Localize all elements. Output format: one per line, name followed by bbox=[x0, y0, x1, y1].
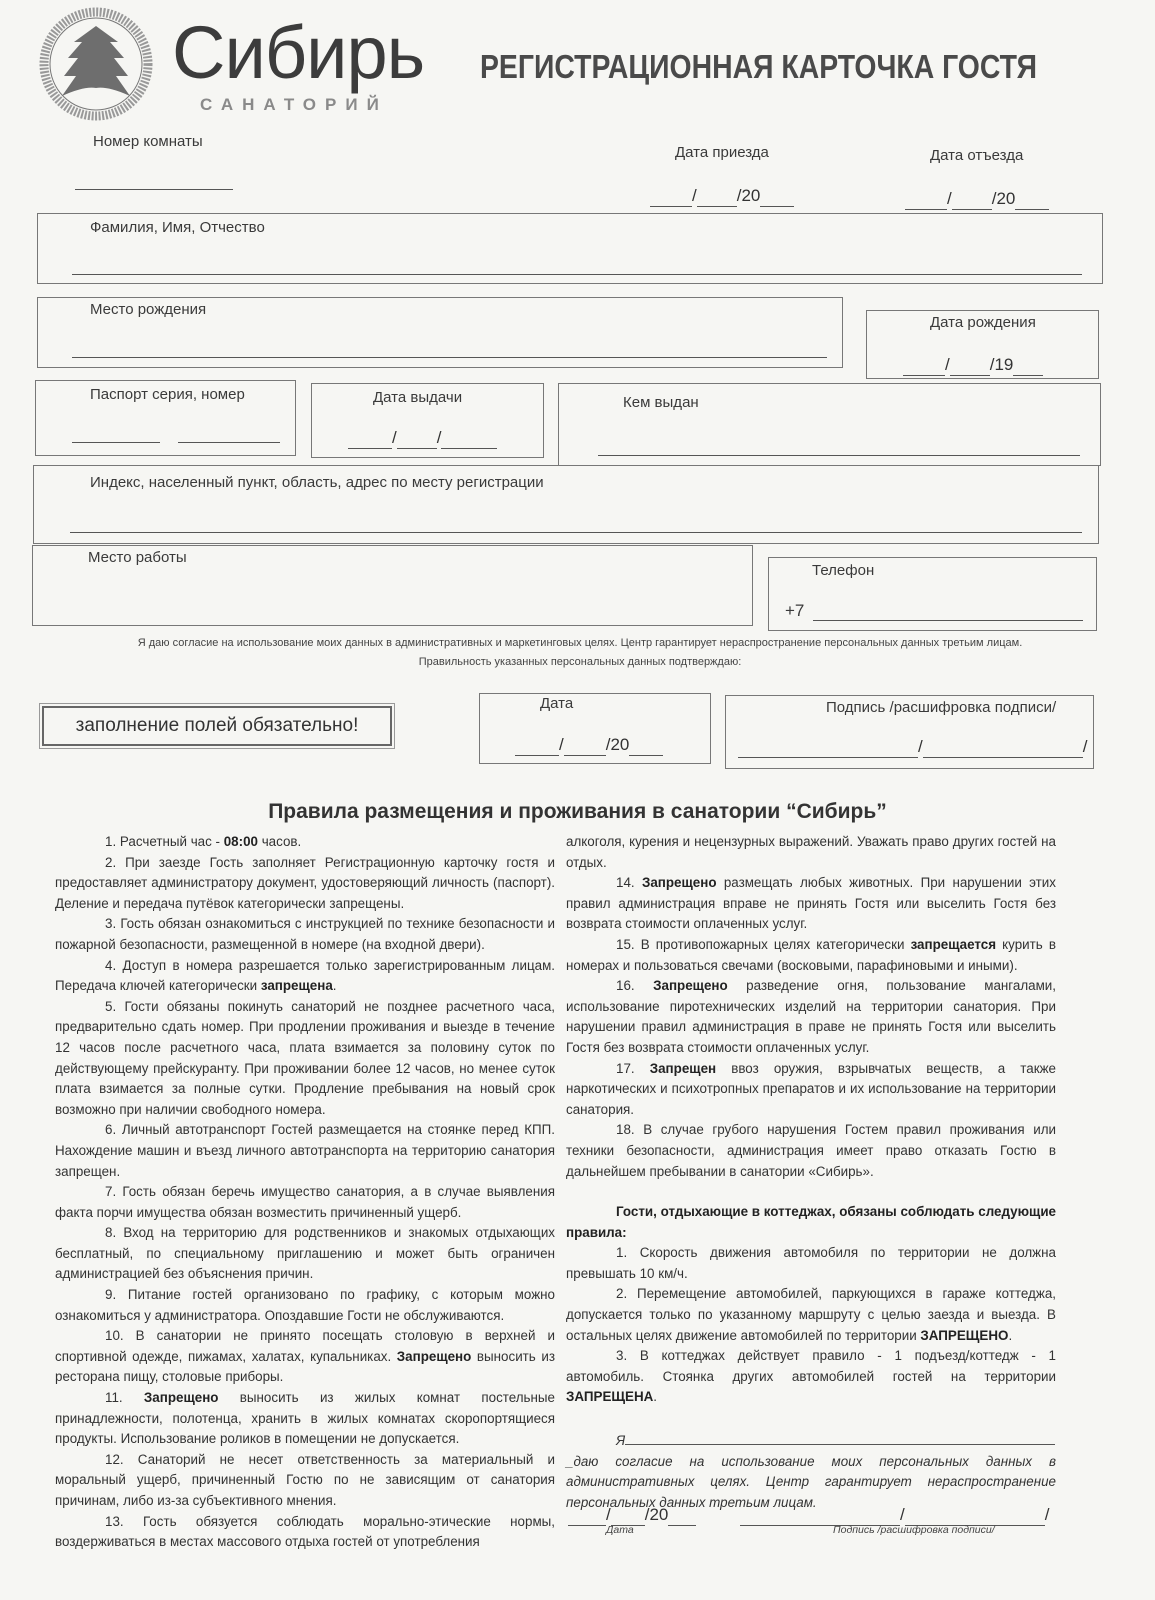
consent-name-line[interactable] bbox=[566, 1430, 1056, 1452]
rule-emphasis: запрещена bbox=[260, 978, 333, 994]
rule-item bbox=[55, 853, 555, 915]
rule-text: 6. Личный автотранспорт Гостей размещается на стоянке перед КПП. Нахождение машин и въезд личного автотранспорта на территорию санатория запрещен. bbox=[55, 1122, 555, 1179]
rule-text: часов. bbox=[257, 834, 302, 849]
year-prefix: 20 bbox=[741, 186, 761, 205]
rule-item bbox=[566, 1120, 1056, 1182]
phone-prefix: +7 bbox=[785, 601, 805, 620]
rule-emphasis: Запрещено bbox=[143, 1390, 219, 1406]
rule-item bbox=[55, 1285, 555, 1326]
sign-date-field[interactable]: / /20 bbox=[515, 735, 663, 756]
rule-item bbox=[566, 935, 1056, 976]
departure-date-label: Дата отъезда bbox=[930, 147, 1024, 164]
logo-tree-emblem bbox=[38, 6, 154, 122]
required-fields-note: заполнение полей обязательно! bbox=[42, 706, 392, 746]
address-label: Индекс, населенный пункт, область, адрес по месту регистрации bbox=[90, 474, 544, 491]
rule-item bbox=[566, 1243, 1056, 1284]
issue-date-label: Дата выдачи bbox=[373, 389, 463, 406]
rule-text: 2. Перемещение автомобилей, паркующихся в гараже коттеджа, допускается только по указанному маршруту с целью заезда и выезда. В остальных целях движение автомобилей по территории bbox=[566, 1286, 1056, 1343]
passport-series-field[interactable] bbox=[72, 442, 160, 443]
birthplace-field[interactable] bbox=[72, 357, 827, 358]
year-prefix: 20 bbox=[649, 1505, 669, 1524]
rule-text: 14. bbox=[616, 875, 642, 891]
rule-text: 2. При заезде Гость заполняет Регистрационную карточку гостя и предоставляет администратору документ, удостоверяющий личность (паспорт). Деление и передача путёвок категорически запрещены. bbox=[55, 854, 555, 911]
full-name-field[interactable] bbox=[72, 274, 1082, 275]
rule-text: курить в номерах и пользоваться свечами (восковыми, парафиновыми и иными). bbox=[566, 936, 1056, 973]
rule-item bbox=[55, 997, 555, 1121]
year-prefix: 20 bbox=[610, 735, 630, 754]
rule-text: 3. Гость обязан ознакомиться с инструкцией по технике безопасности и пожарной безопасности, размещенной в номере (на входной двери). bbox=[55, 916, 555, 952]
rule-text: 16. bbox=[616, 978, 654, 994]
rule-emphasis: ЗАПРЕЩЕНА bbox=[566, 1389, 654, 1405]
birthdate-label: Дата рождения bbox=[930, 314, 1036, 331]
rule-text: 18. В случае грубого нарушения Гостем правил проживания или техники безопасности, администрация имеет право отказать Гостю в дальнейшем пребывании в санатории «Сибирь». bbox=[566, 1122, 1056, 1179]
full-name-label: Фамилия, Имя, Отчество bbox=[90, 219, 265, 236]
cottage-rules-title: Гости, отдыхающие в коттеджах, обязаны соблюдать следующие правила: bbox=[566, 1204, 1056, 1240]
rule-text: 8. Вход на территорию для родственников и знакомых отдыхающих бесплатный, по специальному приглашению и может быть ограничен администрацией без объяснения причин. bbox=[55, 1225, 555, 1282]
rule-text: 3. В коттеджах действует правило - 1 подъезд/коттедж - 1 автомобиль. Стоянка других автомобилей гостей на территории bbox=[566, 1348, 1056, 1384]
bottom-date-field[interactable]: / /20 bbox=[568, 1505, 696, 1526]
year-prefix: 20 bbox=[996, 189, 1016, 208]
rule-text: . bbox=[653, 1389, 658, 1405]
rule-text: 5. Гости обязаны покинуть санаторий не позднее расчетного часа, предварительно сдать номер. При продлении проживания и выезде в течение 12 часов после расчетного часа, плата взимается за половину суток по действующему прейскуранту. При проживании более 12 часов, но менее суток плата взимается за полные сутки. Продление пребывания на новый срок возможно при наличии свободного номера. bbox=[55, 998, 555, 1117]
rule-text: 10. В санатории не принято посещать столовую в верхней и спортивной одежде, пижамах, халатах, купальниках. bbox=[55, 1328, 555, 1364]
consent-prefix: Я bbox=[616, 1433, 626, 1449]
rule-text: 13. Гость обязуется соблюдать морально-этические нормы, воздерживаться в местах массового отдыха гостей от употребления bbox=[55, 1513, 555, 1550]
rule-emphasis: запрещается bbox=[910, 936, 997, 952]
rule-item bbox=[566, 873, 1056, 935]
rule-emphasis: ЗАПРЕЩЕНО bbox=[920, 1327, 1009, 1343]
logo-name: Сибирь bbox=[172, 11, 425, 94]
rule-emphasis: Запрещено bbox=[653, 978, 728, 994]
rule-text: 4. Доступ в номера разрешается только зарегистрированным лицам. Передача ключей категорически bbox=[55, 957, 555, 994]
rule-item bbox=[55, 1450, 555, 1512]
rule-text: выносить из жилых комнат постельные принадлежности, полотенца, хранить в жилых комнатах скоропортящиеся продукты. Использование роликов в помещении не допускается. bbox=[55, 1390, 555, 1447]
rule-text: алкоголя, курения и нецензурных выражений. Уважать право других гостей на отдых. bbox=[566, 834, 1056, 870]
arrival-date-field[interactable]: / /20 bbox=[650, 186, 794, 207]
signature-field[interactable]: / / bbox=[738, 737, 1087, 758]
rules-left-column bbox=[55, 832, 555, 1553]
rule-item bbox=[55, 832, 555, 853]
rule-item bbox=[566, 976, 1056, 1058]
phone-label: Телефон bbox=[812, 562, 875, 579]
rules-title: Правила размещения и проживания в санатории “Сибирь” bbox=[268, 800, 887, 823]
rule-item bbox=[566, 832, 1056, 873]
room-number-label: Номер комнаты bbox=[93, 133, 203, 150]
rule-text: ввоз оружия, взрывчатых веществ, а также наркотических и психотропных препаратов и их использование на территории санатория. bbox=[566, 1060, 1056, 1117]
rule-item bbox=[566, 1346, 1056, 1408]
sign-date-label: Дата bbox=[540, 695, 574, 712]
birthdate-field[interactable]: / /19 bbox=[903, 355, 1043, 376]
rule-text: . bbox=[1008, 1327, 1013, 1343]
signature-label: Подпись /расшифровка подписи/ bbox=[826, 699, 1057, 716]
rule-item bbox=[55, 1326, 555, 1388]
arrival-date-label: Дата приезда bbox=[675, 144, 769, 161]
logo-subtitle: САНАТОРИЙ bbox=[200, 95, 388, 114]
bottom-signature-field[interactable]: / / bbox=[740, 1505, 1049, 1526]
workplace-field[interactable] bbox=[33, 546, 752, 625]
address-field[interactable] bbox=[70, 532, 1082, 533]
rule-emphasis: Запрещено bbox=[641, 875, 717, 891]
rule-item bbox=[55, 1388, 555, 1450]
phone-field[interactable] bbox=[813, 620, 1083, 621]
issued-by-field[interactable] bbox=[598, 455, 1080, 456]
passport-number-field[interactable] bbox=[178, 442, 280, 443]
personal-data-consent: _даю согласие на использование моих персональных данных в административных целях. Центр гарантирует нераспространение персональных данных третьим лицам. bbox=[566, 1453, 1056, 1510]
birth-year-prefix: 19 bbox=[994, 355, 1014, 374]
rule-item bbox=[55, 1512, 555, 1553]
passport-label: Паспорт серия, номер bbox=[90, 386, 245, 403]
rule-text: 1. Расчетный час - bbox=[105, 834, 224, 849]
rule-item bbox=[55, 1223, 555, 1285]
rule-text: . bbox=[332, 978, 337, 994]
rule-item bbox=[55, 914, 555, 955]
rule-text: выносить из ресторана пищу, столовые приборы. bbox=[55, 1348, 555, 1385]
issue-date-field[interactable]: / / bbox=[348, 428, 497, 449]
rule-text: разведение огня, пользование мангалами, использование пиротехнических изделий на территории санатория. При нарушении правил администрация в праве не принять Гостя или выселить Гостя без возврата стоимости оплаченных услуг. bbox=[566, 978, 1057, 1055]
rule-emphasis: 08:00 bbox=[223, 834, 258, 849]
rule-text: размещать любых животных. При нарушении этих правил администрация вправе не принять Гостя или выселить Гостя без возврата стоимости оплаченных услуг. bbox=[566, 875, 1056, 932]
bottom-date-label: Дата bbox=[606, 1524, 634, 1536]
rule-text: 15. В противопожарных целях категорически bbox=[616, 936, 911, 952]
rule-emphasis: Запрещено bbox=[396, 1348, 472, 1364]
room-number-field[interactable] bbox=[75, 189, 233, 190]
consent-text: Я даю согласие на использование моих данных в административных и маркетинговых целях. Центр гарантирует нераспространение персональных данных третьим лицам. bbox=[137, 637, 1023, 649]
workplace-label: Место работы bbox=[88, 549, 187, 566]
rule-text: 1. Скорость движения автомобиля по территории не должна превышать 10 км/ч. bbox=[566, 1245, 1056, 1281]
rule-item bbox=[566, 1059, 1056, 1121]
rule-item bbox=[566, 1284, 1056, 1346]
issued-by-label: Кем выдан bbox=[623, 394, 699, 411]
rule-text: 9. Питание гостей организовано по графику, с которым можно ознакомиться у администратора. Опоздавшие Гости не обслуживаются. bbox=[55, 1287, 555, 1323]
rule-text: 12. Санаторий не несет ответственность за материальный и моральный ущерб, причиненный Гостю по не зависящим от санатория причинам, либо из-за субъективного мнения. bbox=[55, 1451, 555, 1508]
rule-text: 7. Гость обязан беречь имущество санатория, а в случае выявления факта порчи имущества обязан возместить причиненный ущерб. bbox=[55, 1184, 555, 1220]
rule-text: 11. bbox=[105, 1390, 144, 1406]
rule-emphasis: Запрещен bbox=[649, 1060, 717, 1076]
rule-item bbox=[55, 1182, 555, 1223]
birthplace-label: Место рождения bbox=[90, 301, 207, 318]
rules-right-column bbox=[566, 832, 1056, 1513]
rule-text: 17. bbox=[616, 1060, 650, 1076]
rule-item bbox=[55, 1120, 555, 1182]
departure-date-field[interactable]: / /20 bbox=[905, 189, 1049, 210]
page-title: РЕГИСТРАЦИОННАЯ КАРТОЧКА ГОСТЯ bbox=[480, 48, 1038, 85]
rule-item bbox=[55, 956, 555, 997]
consent-confirm-text: Правильность указанных персональных данных подтверждаю: bbox=[418, 656, 742, 668]
bottom-signature-label: Подпись /расшифровка подписи/ bbox=[833, 1524, 995, 1536]
